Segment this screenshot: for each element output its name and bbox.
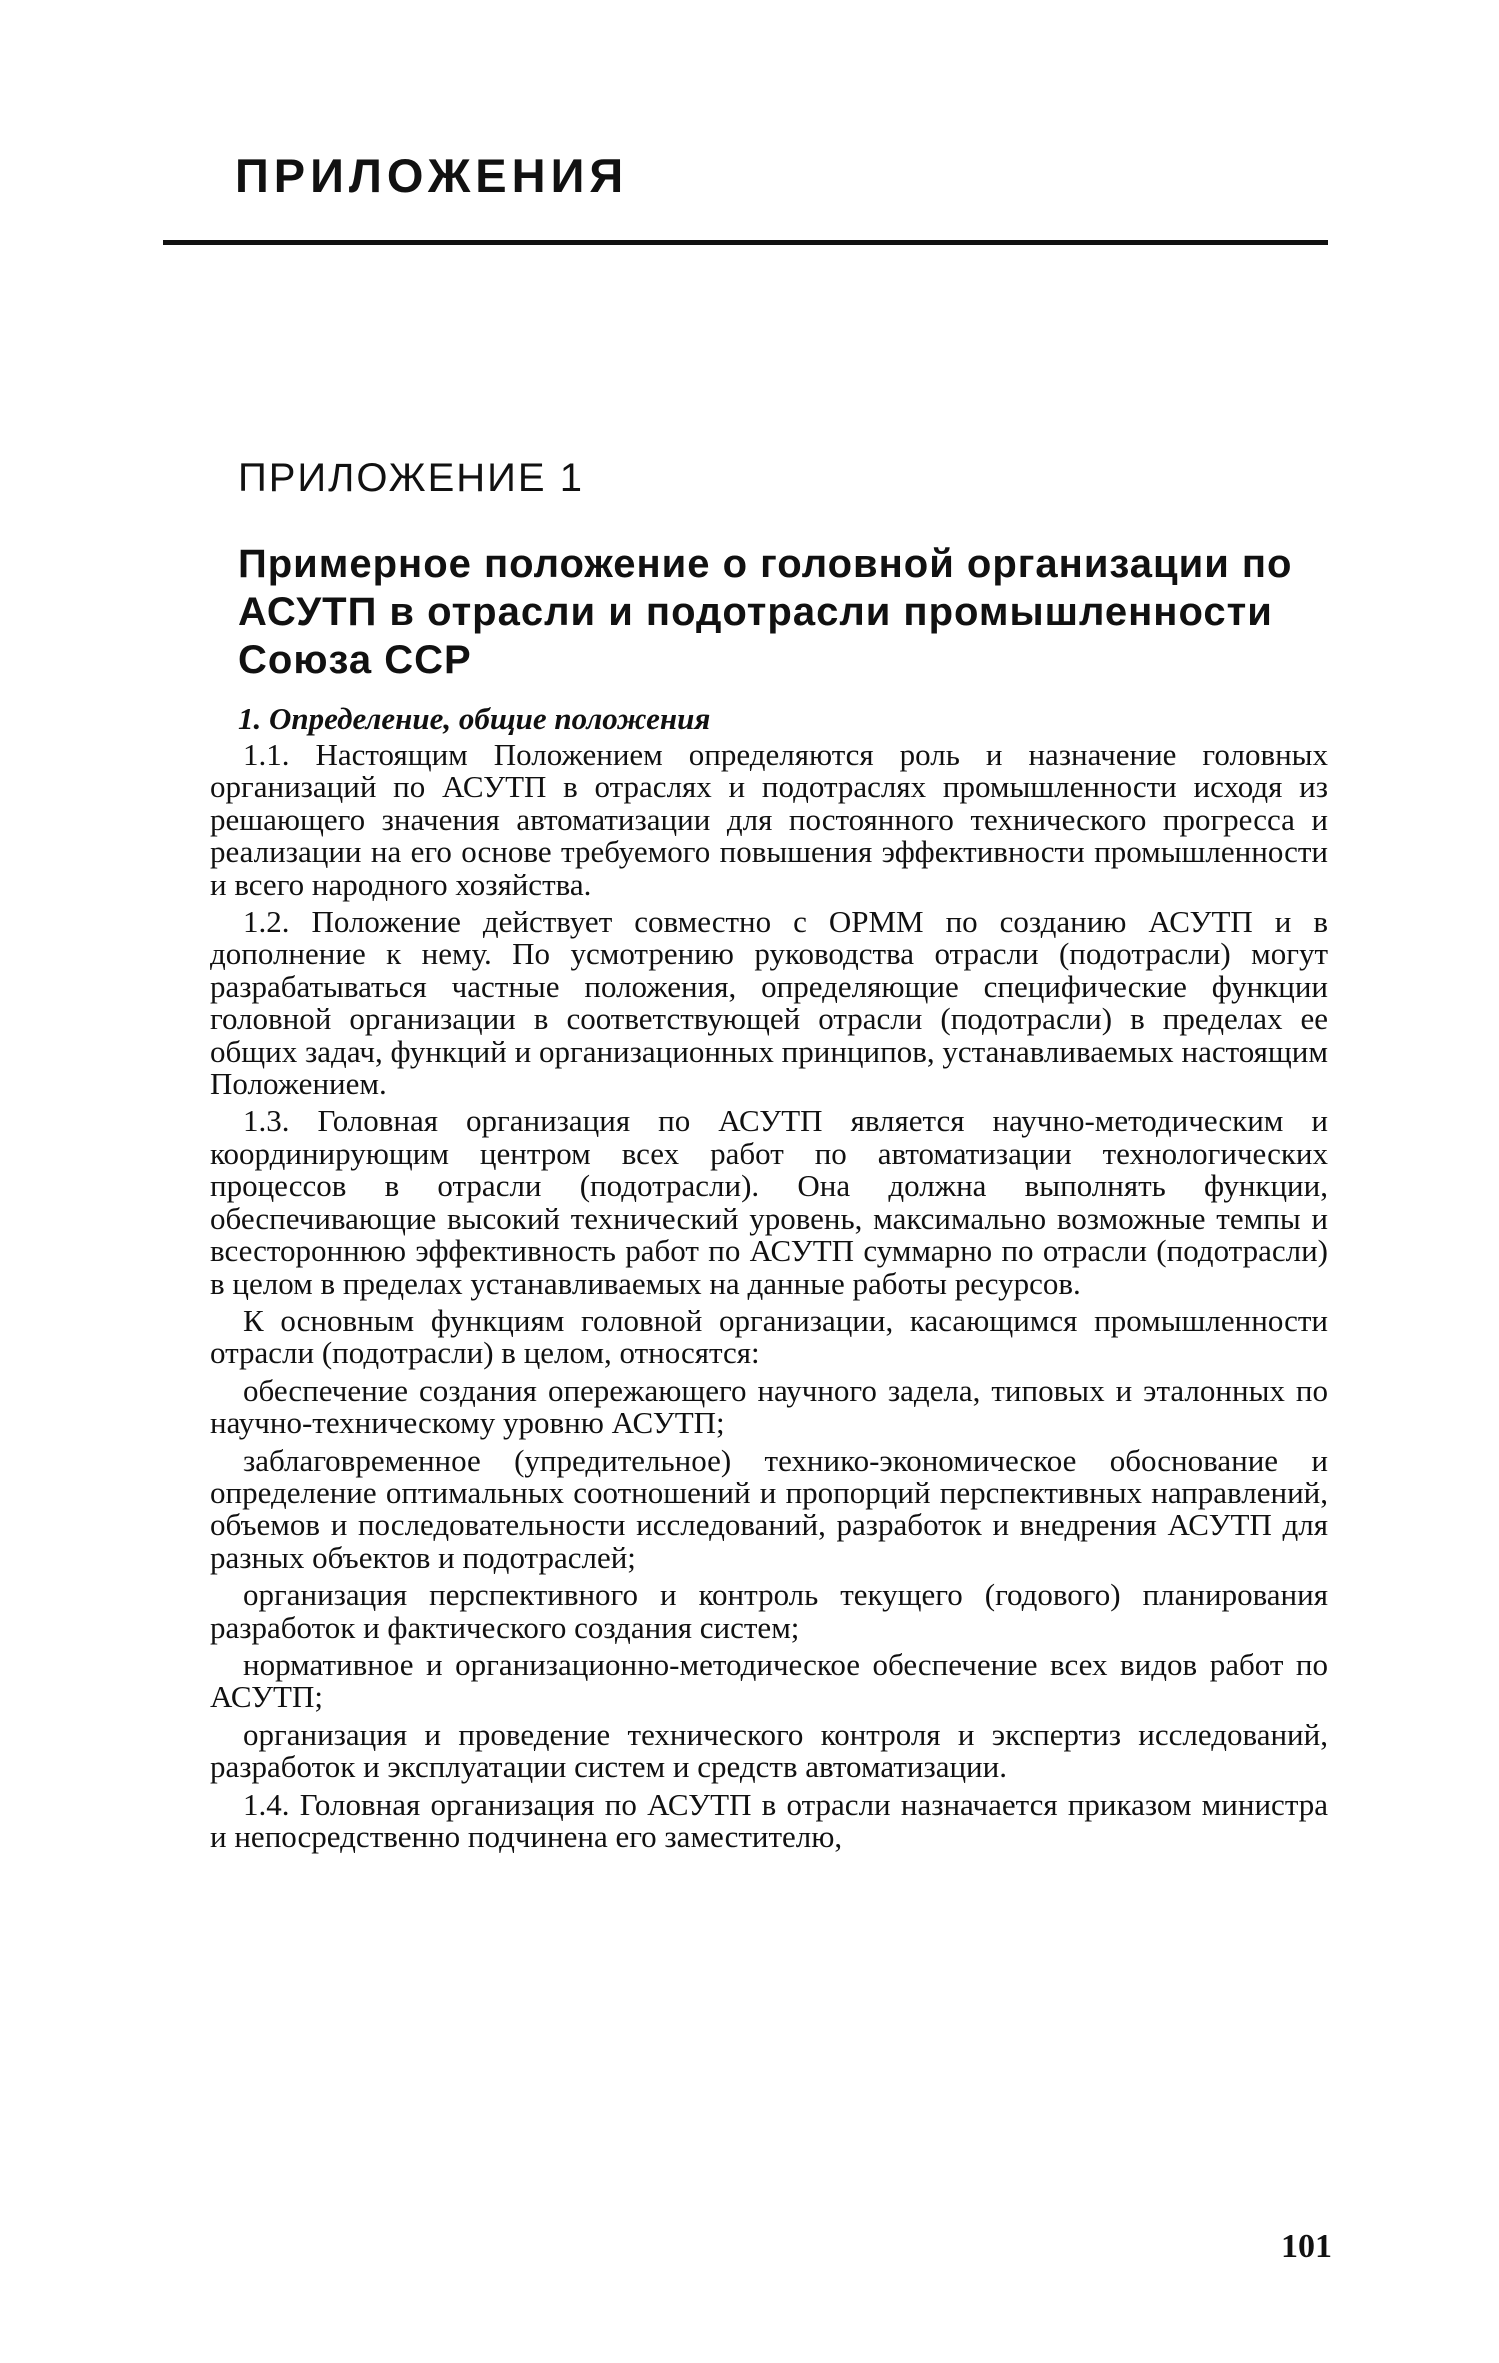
list-item: нормативное и организационно-методическое обеспечение всех видов работ по АСУТП; bbox=[210, 1646, 1328, 1715]
paragraph-1-4: 1.4. Головная организация по АСУТП в отрасли назначается приказом министра и непосредственно подчинена его заместителю, bbox=[210, 1786, 1328, 1854]
title-line: Союза ССР bbox=[238, 638, 472, 682]
list-item: обеспечение создания опережающего научного задела, типовых и эталонных по научно-техническому уровню АСУТП; bbox=[210, 1372, 1328, 1441]
page-number: 101 bbox=[1281, 2228, 1332, 2265]
paragraph-1-3: 1.3. Головная организация по АСУТП является научно-методическим и координирующим центром всех работ по автоматизации технологических процессов в отрасли (подотрасли). Она должна выполнять функции, обеспечивающие высокий технический уровень, максимально возможные темпы и всестороннюю эффективность работ по АСУТП суммарно по отрасли (подотрасли) в целом в пределах устанавливаемых на данные работы ресурсов. bbox=[210, 1103, 1328, 1301]
appendix-label: ПРИЛОЖЕНИЕ 1 bbox=[238, 456, 584, 500]
list-item: заблаговременное (упредительное) технико-экономическое обоснование и определение оптимальных соотношений и пропорций перспективных направлений, объемов и последовательности исследований, разработок и внедрения АСУТП для разных объектов и подотраслей; bbox=[210, 1442, 1328, 1575]
section-header: ПРИЛОЖЕНИЯ bbox=[235, 149, 629, 202]
title-line: АСУТП в отрасли и подотрасли промышленности bbox=[238, 590, 1273, 634]
list-item: организация и проведение технического контроля и экспертиз исследований, разработок и эксплуатации систем и средств автоматизации. bbox=[210, 1716, 1328, 1785]
header-rule bbox=[163, 240, 1328, 245]
paragraph-1-2: 1.2. Положение действует совместно с ОРММ по созданию АСУТП и в дополнение к нему. По усмотрению руководства отрасли (подотрасли) могут разрабатываться частные положения, определяющие специфические функции головной организации в соответствующей отрасли (подотрасли) в пределах ее общих задач, функций и организационных принципов, устанавливаемых настоящим Положением. bbox=[210, 904, 1328, 1102]
list-item: организация перспективного и контроль текущего (годового) планирования разработок и фактического создания систем; bbox=[210, 1577, 1328, 1645]
document-body bbox=[210, 703, 1328, 1858]
paragraph-1-1: 1.1. Настоящим Положением определяются роль и назначение головных организаций по АСУТП в отраслях и подотраслях промышленности исходя из решающего значения автоматизации для постоянного технического прогресса и реализации на его основе требуемого повышения эффективности промышленности и всего народного хозяйства. bbox=[210, 737, 1328, 902]
section-heading: 1. Определение, общие положения bbox=[238, 701, 711, 736]
document-title bbox=[238, 540, 1318, 684]
title-line: Примерное положение о головной организации по bbox=[238, 542, 1293, 586]
paragraph-functions-intro: К основным функциям головной организации, касающимся промышленности отрасли (подотрасли) в целом, относятся: bbox=[210, 1302, 1328, 1371]
